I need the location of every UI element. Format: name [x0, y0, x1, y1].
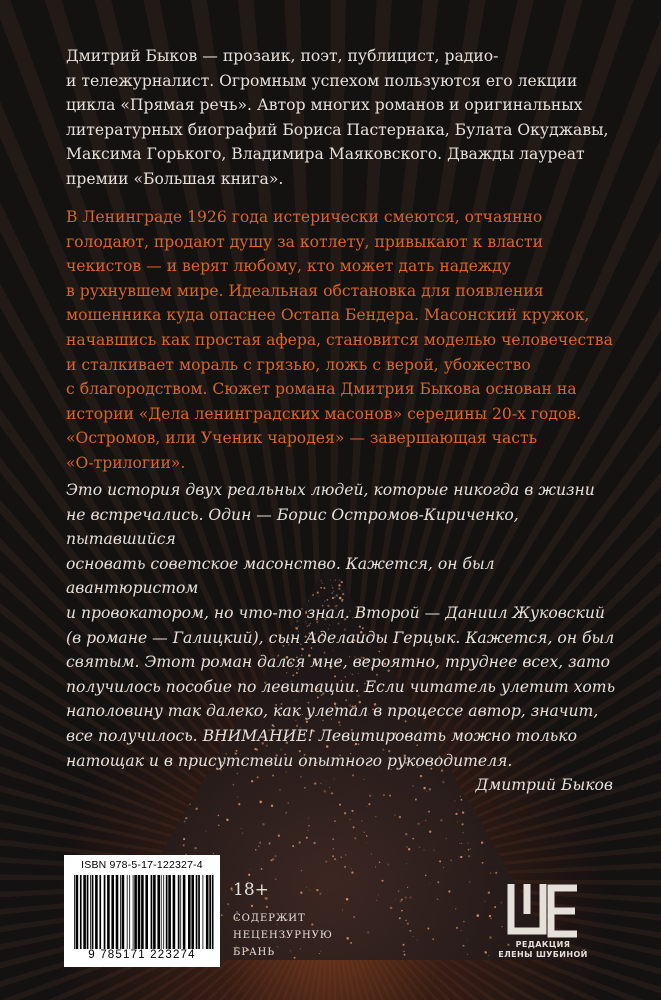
star-dot [259, 801, 262, 804]
star-dot [196, 808, 198, 810]
barcode-bar [183, 875, 186, 949]
star-dot [184, 821, 186, 823]
star-dot [376, 900, 377, 901]
star-dot [437, 899, 439, 901]
star-dot [459, 857, 460, 858]
star-dot [339, 804, 341, 806]
barcode-bar [99, 875, 101, 949]
star-dot [341, 857, 342, 858]
quote-signature: Дмитрий Быков [475, 776, 613, 795]
star-dot [364, 832, 365, 833]
star-dot [325, 861, 327, 863]
star-dot [379, 861, 380, 862]
star-dot [489, 915, 491, 917]
synopsis-line: истории «Дела ленинградских масонов» середины 20-х годов. [66, 404, 582, 423]
star-dot [185, 817, 187, 819]
star-dot [463, 945, 465, 947]
barcode-bar [90, 875, 91, 949]
barcode-bar [212, 875, 214, 949]
bio-line: цикла «Прямая речь». Автор многих романов и оригинальных [66, 96, 583, 115]
quote-line: основать советское масонство. Кажется, он был авантюристом [66, 554, 495, 598]
star-dot [361, 820, 362, 821]
star-dot [255, 849, 256, 850]
star-dot [308, 818, 309, 819]
star-dot [495, 872, 497, 874]
star-dot [332, 838, 334, 840]
star-dot [439, 860, 441, 862]
star-dot [467, 954, 468, 955]
star-dot [468, 855, 470, 857]
author-bio [66, 44, 626, 192]
star-dot [344, 866, 346, 868]
star-dot [270, 859, 272, 861]
synopsis-line: «Остромов, или Ученик чародея» — завершающая часть [66, 429, 538, 448]
star-dot [463, 921, 464, 922]
synopsis-line: мошенника куда опаснее Остапа Бендера. Масонский кружок, [66, 306, 590, 325]
star-dot [349, 819, 351, 821]
quote-line: натощак и в присутствии опытного руководителя. [66, 751, 513, 770]
star-dot [477, 914, 480, 917]
star-dot [406, 863, 407, 864]
star-dot [351, 868, 352, 869]
star-dot [242, 833, 243, 834]
star-dot [409, 930, 411, 932]
star-dot [375, 816, 376, 817]
star-dot [402, 944, 404, 946]
star-dot [460, 930, 461, 931]
star-dot [218, 815, 220, 817]
star-dot [428, 811, 430, 813]
star-dot [316, 889, 318, 891]
star-dot [400, 900, 402, 902]
star-dot [183, 838, 185, 840]
star-dot [234, 837, 235, 838]
star-dot [482, 862, 484, 864]
star-dot [258, 846, 260, 848]
star-dot [342, 909, 343, 910]
star-dot [462, 811, 464, 813]
star-dot [345, 903, 346, 904]
barcode-bar [203, 875, 204, 949]
star-dot [399, 917, 401, 919]
barcode-bar [133, 875, 134, 949]
star-dot [261, 868, 263, 870]
star-dot [401, 899, 403, 901]
star-dot [462, 832, 464, 834]
star-dot [425, 820, 426, 821]
star-dot [501, 902, 503, 904]
quote-line: получилось пособие по левитации. Если читатель улетит хоть [66, 677, 616, 696]
star-dot [403, 951, 405, 953]
star-dot [275, 878, 277, 880]
star-dot [353, 826, 355, 828]
star-dot [274, 855, 276, 857]
star-dot [419, 847, 420, 848]
star-dot [306, 837, 308, 839]
star-dot [301, 870, 302, 871]
star-dot [346, 937, 349, 940]
star-dot [490, 918, 491, 919]
barcode-bar [196, 875, 198, 949]
star-dot [333, 848, 334, 849]
star-dot [350, 942, 352, 944]
synopsis-line: начавшись как простая афера, становится моделью человечества [66, 330, 613, 349]
synopsis-line: чекистов — и верят любому, кто может дать надежду [66, 257, 511, 276]
quote-line: Это история двух реальных людей, которые никогда в жизни [66, 481, 595, 499]
star-dot [313, 842, 315, 844]
star-dot [481, 842, 483, 844]
star-dot [469, 882, 470, 883]
star-dot [430, 882, 431, 883]
star-dot [401, 910, 403, 912]
star-dot [306, 887, 307, 888]
book-synopsis [66, 205, 626, 476]
star-dot [345, 854, 346, 855]
publisher-caption [488, 940, 598, 960]
star-dot [459, 843, 460, 844]
star-dot [250, 869, 251, 870]
star-dot [404, 954, 406, 956]
star-dot [354, 837, 357, 840]
warning-line: НЕЦЕНЗУРНУЮ [233, 930, 333, 941]
star-dot [248, 874, 250, 876]
synopsis-line: с благородством. Сюжет романа Дмитрия Быкова основан на [66, 380, 577, 399]
quote-line: все получилось. ВНИМАНИЕ! Левитировать можно только [66, 726, 577, 745]
star-dot [262, 823, 265, 826]
star-dot [432, 938, 434, 940]
barcode-bar [138, 875, 141, 949]
barcode-bar [83, 875, 86, 949]
barcode-bar [168, 875, 171, 949]
bio-line: и тележурналист. Огромным успехом пользуются его лекции [66, 71, 578, 90]
barcode-bar [80, 875, 82, 949]
barcode-bar [95, 875, 98, 949]
barcode-bar [76, 875, 79, 949]
star-dot [446, 838, 447, 839]
star-dot [378, 895, 379, 896]
barcode-bar [173, 875, 176, 949]
star-dot [221, 914, 222, 915]
bio-line: премии «Большая книга». [66, 169, 284, 188]
star-dot [468, 849, 470, 851]
quote-line: и провокатором, но что-то знал. Второй — Даниил Жуковский [66, 603, 605, 622]
star-dot [406, 846, 408, 848]
barcode [64, 855, 220, 967]
barcode-bar [127, 875, 128, 949]
star-dot [194, 847, 196, 849]
author-quote [66, 478, 626, 798]
star-dot [266, 906, 268, 908]
star-dot [501, 926, 502, 927]
barcode-bar [153, 875, 156, 949]
star-dot [490, 872, 492, 874]
star-dot [309, 890, 310, 891]
barcode-bar [104, 875, 106, 949]
synopsis-line: в рухнувшем мире. Идеальная обстановка для появления [66, 281, 544, 300]
star-dot [408, 848, 411, 851]
barcode-bar [107, 875, 110, 949]
star-dot [226, 819, 228, 821]
star-dot [470, 848, 471, 849]
star-dot [429, 830, 431, 832]
star-dot [399, 816, 401, 818]
barcode-bar [178, 875, 180, 949]
star-dot [308, 830, 309, 831]
synopsis-line: В Ленинграде 1926 года истерически смеются, отчаянно [66, 208, 543, 226]
star-dot [455, 813, 457, 815]
star-dot [458, 809, 459, 810]
star-dot [455, 908, 456, 909]
star-dot [334, 820, 336, 822]
star-dot [346, 898, 349, 901]
star-dot [465, 855, 466, 856]
barcode-bar [161, 875, 162, 949]
barcode-number: 9 785171 223274 [88, 949, 196, 961]
star-dot [485, 951, 486, 952]
barcode-bar [87, 875, 89, 949]
star-dot [299, 841, 301, 843]
barcode-bar [122, 875, 125, 949]
star-dot [405, 833, 407, 835]
star-dot [189, 804, 191, 806]
star-dot [443, 867, 444, 868]
warning-line: СОДЕРЖИТ [233, 913, 306, 924]
barcode-bar [206, 875, 209, 949]
bio-line: литературных биографий Бориса Пастернака, Булата Окуджавы, [66, 120, 609, 139]
barcode-bars [72, 875, 214, 949]
star-dot [460, 856, 462, 858]
star-dot [381, 880, 383, 882]
star-dot [319, 893, 321, 895]
star-dot [417, 939, 418, 940]
star-dot [398, 890, 400, 892]
barcode-bar [92, 875, 94, 949]
shubina-logo-icon [505, 884, 583, 938]
star-dot [334, 858, 336, 860]
quote-line: наполовину так далеко, как улетал в процессе автор, значит, [66, 702, 599, 721]
star-dot [268, 842, 270, 844]
barcode-bar [111, 875, 114, 949]
star-dot [454, 800, 455, 801]
star-dot [407, 887, 408, 888]
star-dot [450, 860, 451, 861]
quote-line: святым. Этот роман дался мне, вероятно, труднее всех, зато [66, 653, 611, 672]
star-dot [366, 835, 368, 837]
star-dot [213, 853, 214, 854]
star-dot [366, 842, 367, 843]
barcode-bar [134, 875, 137, 949]
star-dot [461, 799, 463, 801]
star-dot [241, 828, 242, 829]
barcode-bar [116, 875, 119, 949]
star-dot [288, 802, 289, 803]
star-dot [484, 901, 485, 902]
barcode-bar [157, 875, 160, 949]
warning-line: БРАНЬ [233, 947, 276, 958]
barcode-bar [198, 875, 200, 949]
barcode-bar [191, 875, 194, 949]
star-dot [410, 896, 412, 898]
synopsis-line: «О-трилогии». [66, 453, 186, 472]
star-dot [278, 835, 280, 837]
star-dot [412, 936, 413, 937]
barcode-bar [151, 875, 153, 949]
star-dot [424, 849, 425, 850]
barcode-bar [166, 875, 168, 949]
star-dot [489, 936, 492, 939]
star-dot [488, 891, 490, 893]
star-dot [461, 843, 462, 844]
star-dot [183, 844, 185, 846]
star-dot [238, 803, 240, 805]
barcode-bar [141, 875, 144, 949]
barcode-bar [163, 875, 164, 949]
star-dot [418, 823, 420, 825]
barcode-bar [180, 875, 181, 949]
star-dot [259, 842, 261, 844]
publisher-caption-line: РЕДАКЦИЯ [515, 940, 571, 949]
star-dot [292, 845, 294, 847]
star-dot [494, 906, 496, 908]
barcode-bar [120, 875, 121, 949]
star-dot [387, 864, 389, 866]
barcode-bar [188, 875, 191, 949]
star-dot [407, 922, 409, 924]
star-dot [440, 819, 442, 821]
star-dot [448, 890, 450, 892]
star-dot [300, 892, 302, 894]
star-dot [344, 812, 346, 814]
content-warning [233, 910, 333, 961]
synopsis-line: голодают, продают душу за котлету, привыкают к власти [66, 232, 544, 251]
publisher-caption-line: ЕЛЕНЫ ШУБИНОЙ [498, 950, 588, 959]
barcode-bar [74, 875, 75, 949]
star-dot [308, 825, 310, 827]
star-dot [375, 866, 376, 867]
star-dot [425, 875, 427, 877]
star-dot [366, 806, 367, 807]
star-dot [371, 853, 372, 854]
quote-line: (в романе — Галицкий), сын Аделаиды Герцык. Кажется, он был [66, 628, 615, 647]
star-dot [395, 899, 396, 900]
synopsis-line: и сталкивает мораль с грязью, ложь с верой, убожество [66, 355, 531, 374]
star-dot [415, 799, 417, 801]
star-dot [218, 824, 220, 826]
star-dot [390, 907, 393, 910]
star-dot [427, 928, 429, 930]
isbn-label: ISBN 978-5-17-122327-4 [81, 859, 203, 871]
star-dot [394, 814, 395, 815]
star-dot [368, 803, 370, 805]
star-dot [412, 838, 414, 840]
barcode-bar [209, 875, 211, 949]
star-dot [405, 896, 407, 898]
age-rating: 18+ [233, 880, 269, 900]
star-dot [367, 931, 369, 933]
star-dot [227, 903, 229, 905]
star-dot [462, 823, 464, 825]
star-dot [351, 871, 353, 873]
star-dot [332, 855, 334, 857]
star-dot [351, 810, 353, 812]
star-dot [205, 831, 206, 832]
quote-line: не встречались. Один — Борис Остромов-Кириченко, пытавшийся [66, 505, 519, 549]
star-dot [437, 881, 439, 883]
star-dot [433, 849, 435, 851]
star-dot [405, 920, 406, 921]
star-dot [467, 939, 468, 940]
bio-line: Максима Горького, Владимира Маяковского. Дважды лауреат [66, 145, 585, 164]
star-dot [251, 905, 253, 907]
star-dot [271, 805, 273, 807]
star-dot [285, 812, 287, 814]
bio-line: Дмитрий Быков — прозаик, поэт, публицист, радио- [66, 47, 499, 65]
star-dot [354, 916, 355, 917]
star-dot [456, 927, 458, 929]
star-dot [457, 822, 458, 823]
barcode-bar [129, 875, 130, 949]
barcode-bar [145, 875, 148, 949]
star-dot [468, 843, 469, 844]
